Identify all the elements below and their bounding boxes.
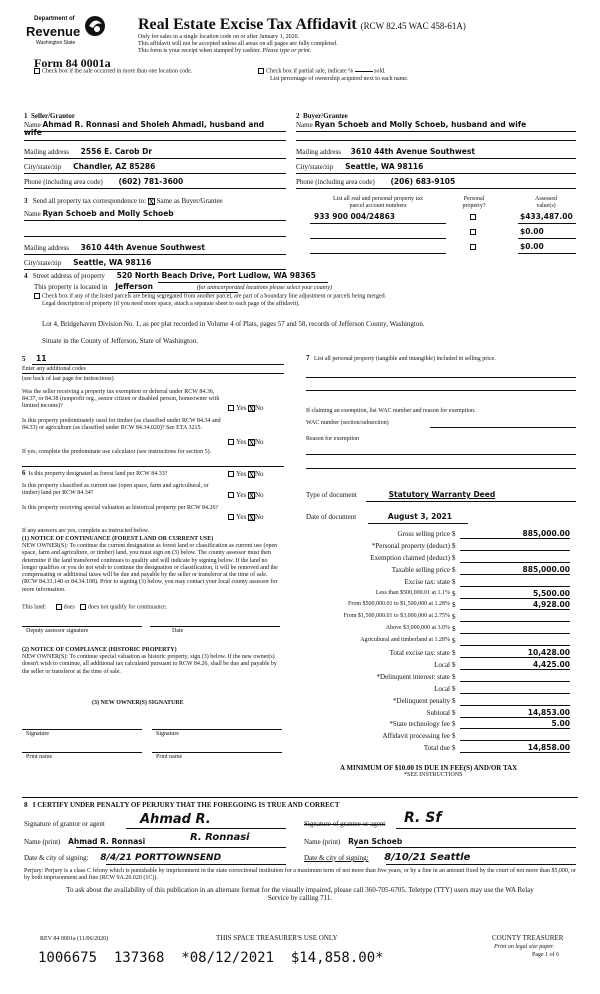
tax-row-value[interactable]: 5,500.00 [460, 589, 570, 599]
tax-row-currency: $ [452, 696, 456, 705]
sec5-q1-answer[interactable] [228, 404, 264, 412]
sec6-q1-no-box[interactable]: X [248, 470, 254, 479]
this-land-label: This land: [22, 604, 47, 611]
tax-row-value[interactable]: 14,858.00 [460, 743, 570, 753]
tax-row [302, 648, 570, 659]
tax-row [302, 719, 570, 730]
sec5-see-back: (see back of last page for instructions) [22, 376, 114, 382]
sec3-mailing-label: Mailing address [24, 244, 69, 252]
tax-row-label: From $1,500,000.01 to $3,000,000 at 2.75% [343, 613, 450, 620]
tax-row [302, 612, 570, 623]
sec5-q1: Was the seller receiving a property tax exemption or deferral under RCW 84.36, 84.37, or 84.38 (nonprofit org., senior citizen or disabled person, homeowner with limited income)? [22, 389, 220, 409]
dept-line2: Revenue [26, 24, 81, 39]
tax-row-label: Exemption claimed (deduct) [370, 553, 450, 562]
grantee-date-city[interactable]: 8/10/21 Seattle [384, 852, 471, 863]
sec4-street-label: Street address of property [32, 272, 105, 280]
seller-mailing-label: Mailing address [24, 148, 69, 156]
seller-phone-label: Phone (including area code) [24, 178, 103, 186]
assessed-value-1[interactable]: $433,487.00 [520, 212, 573, 221]
tax-row-label: *Personal property (deduct) [371, 541, 450, 550]
sec4-street[interactable]: 520 North Beach Drive, Port Ludlow, WA 98365 [116, 271, 316, 280]
doc-date[interactable]: August 3, 2021 [387, 512, 452, 521]
owner-sig-label-2: Signature [156, 731, 179, 737]
tax-row [302, 684, 570, 695]
tax-row-currency: $ [452, 565, 456, 574]
sec4-segregated[interactable] [34, 293, 386, 300]
tax-row-value[interactable]: 4,425.00 [460, 660, 570, 670]
grantor-name-row [24, 838, 145, 846]
sec5-q2-yes: Yes [236, 438, 247, 446]
seller-phone[interactable]: (602) 781-3600 [118, 177, 184, 186]
sec5-q2-answer[interactable] [228, 438, 264, 446]
buyer-phone-row [296, 178, 455, 186]
tax-row [302, 589, 570, 600]
sec4-legal-note: Legal description of property (if you need more space, attach a separate sheet to each page of the affidavit). [42, 301, 300, 307]
dept-line3: Washington State [36, 40, 76, 46]
tax-row-currency: $ [452, 660, 456, 669]
sec8-certify-row [24, 801, 340, 809]
tax-row [302, 731, 570, 742]
sec5-no: 5 [22, 355, 26, 363]
check-partial-sale[interactable] [258, 68, 386, 75]
tax-row-value[interactable] [460, 612, 570, 622]
grantee-name[interactable]: Ryan Schoeb [348, 837, 403, 846]
sec4-segregated-note: Check box if any of the listed parcels are being segregated from another parcel, are part of a boundary line adjustment or parcels being merged. [42, 293, 387, 300]
sec6-q2-answer[interactable] [228, 491, 264, 499]
notice1-text: NEW OWNER(S): To continue the current designation as forest land or classification as current use (open space, farm and agriculture, or timber) land, you must sign on (3) below. The county assessor must then determine if the land transferred continues to qualify and will indicate by signing below. If the land no longer qualifies or you do not wish to continue the designation or classification, it will be removed and the compensating or additional taxes will be due and payable by the seller or transferor at the time of sale. (RCW 84.33.140 or 84.34.108). Prior to signing (3) below, you may contact your local county assessor for more information. [22, 543, 278, 593]
seller-city[interactable]: Chandler, AZ 85286 [73, 162, 156, 171]
segregated-checkbox[interactable] [34, 293, 40, 299]
sec8-no: 8 [24, 801, 28, 809]
header-note1: Only for sales in a single location code on or after January 1, 2020. [138, 34, 300, 40]
tax-row-value[interactable] [460, 672, 570, 682]
tax-row [302, 672, 570, 683]
same-as-buyer-label: Same as Buyer/Grantee [156, 197, 223, 205]
sec6-q3-answer[interactable] [228, 513, 264, 521]
sec7-reason-label: Reason for exemption [306, 436, 359, 442]
tax-row-value[interactable]: 5.00 [460, 719, 570, 729]
tax-row [302, 565, 570, 576]
check-multi-location[interactable] [34, 68, 192, 75]
grantee-signature[interactable]: R. Sf [404, 810, 442, 826]
footer-treasurer-space: THIS SPACE TREASURER'S USE ONLY [216, 934, 338, 942]
tax-row-value[interactable] [460, 624, 570, 634]
sec5-q3: If yes, complete the predominate use calculator (see instructions for section 5). [22, 449, 212, 455]
personal-header [454, 196, 494, 210]
tax-row-label: Less than $500,000.01 at 1.1% [375, 589, 450, 596]
seller-name[interactable]: Ahmad R. Ronnasi and Sholeh Ahmadi, husband and wife [24, 120, 265, 137]
doc-type-row [306, 491, 495, 499]
tax-row-label: Local [434, 684, 450, 693]
check-partial-tail: sold. [374, 68, 386, 75]
tax-row-value[interactable] [460, 577, 570, 587]
sec7-wac-label: WAC number (section/subsection) [306, 420, 389, 426]
tax-row-value[interactable]: 10,428.00 [460, 648, 570, 658]
tax-row-label: Local [434, 660, 450, 669]
form-title [138, 16, 466, 34]
tax-row-value[interactable] [460, 541, 570, 551]
footer-rev: REV 84 0001a (11/06/2020) [40, 936, 109, 942]
tax-row-currency: $ [452, 541, 456, 550]
parcel-header2: parcel account numbers [349, 203, 407, 209]
dept-line1: Department of [34, 16, 75, 22]
check-multi-label: Check box if the sale occurred in more than one location code. [42, 68, 193, 75]
seller-header [24, 112, 75, 120]
buyer-name-label: Name [296, 121, 313, 129]
sec6-q3-yes-box[interactable] [228, 514, 234, 520]
tax-row-currency: $ [452, 732, 456, 741]
perjury-text: Perjury: Perjury is a class C felony which is punishable by imprisonment in the state correctional institution for a maximum term of not more than five years, or by a fine in an amount fixed by the court of not more than $5,000, or by both imprisonment and fine (RCW 9A.20.020 (1C)). [24, 868, 576, 881]
buyer-city-row [296, 163, 423, 171]
parcel-row-3 [310, 243, 576, 253]
tax-row-value[interactable]: 885,000.00 [460, 529, 570, 539]
does-label: does [63, 604, 75, 611]
sec3-label: Send all property tax correspondence to: [32, 197, 147, 205]
sec6-q1-yes-box[interactable] [228, 471, 234, 477]
tax-row-label: Taxable selling price [391, 565, 450, 574]
buyer-mailing-label: Mailing address [296, 148, 341, 156]
tax-row-label: Affidavit processing fee [382, 732, 450, 741]
print-legal-text: Print on legal size paper. [494, 944, 555, 950]
doc-type[interactable]: Statutory Warranty Deed [388, 490, 496, 499]
tax-row-currency: $ [452, 530, 456, 538]
sec5-q2-no: No [254, 438, 264, 446]
owner-sig-label-1: Signature [26, 731, 49, 737]
form-number: Form 84 0001a [34, 56, 111, 70]
tax-row-value[interactable] [460, 553, 570, 563]
tax-row-currency: $ [452, 613, 456, 622]
check-partial-label: Check box if partial sale, indicate % [266, 68, 354, 75]
tax-row-currency: $ [452, 672, 456, 681]
dor-logo [22, 14, 112, 54]
minimum-note: A MINIMUM OF $10.00 IS DUE IN FEE(S) AND/OR TAX [340, 764, 518, 772]
assessed-value-3[interactable]: $0.00 [520, 242, 544, 251]
tax-row [302, 660, 570, 671]
tax-row-currency: $ [452, 744, 456, 753]
grantee-name-label: Name (print) [304, 838, 341, 846]
assessed-header2: value(s) [536, 203, 556, 209]
seller-name-row [24, 121, 284, 137]
notice2-title: (2) NOTICE OF COMPLIANCE (HISTORIC PROPERTY) [22, 647, 177, 653]
personal-checkbox-3[interactable] [470, 244, 476, 250]
title-citation: (RCW 82.45 WAC 458-61A) [360, 21, 466, 31]
sec5-q2-no-box[interactable]: X [248, 438, 254, 447]
buyer-name-row [296, 121, 526, 129]
grantee-date-label: Date & city of signing: [304, 854, 369, 862]
seller-city-row [24, 163, 155, 171]
tax-row-label: *Delinquent interest: state [376, 672, 450, 681]
seller-mailing-row [24, 148, 152, 156]
sec6-q2-yes: Yes [236, 491, 247, 499]
tax-row [302, 541, 570, 552]
availability-text: To ask about the availability of this publication in an alternate format for the visually impaired, please call 360-705-6705. Teletype (TTY) users may use the WA Relay Service by calling 711. [66, 886, 534, 902]
sec4-located-label: This property is located in [34, 283, 108, 291]
buyer-mailing-row [296, 148, 475, 156]
assessed-value-2[interactable]: $0.00 [520, 227, 544, 236]
grantor-name[interactable]: Ahmad R. Ronnasi [68, 837, 146, 846]
sec5-q1-yes: Yes [236, 404, 247, 412]
personal-header2: property? [462, 203, 486, 209]
sec6-instr: If any answers are yes, complete as instructed below. [22, 528, 150, 534]
buyer-city[interactable]: Seattle, WA 98116 [345, 162, 424, 171]
sec6-no: 6 [22, 469, 26, 477]
tax-row-label: *State technology fee [389, 720, 450, 729]
sec4-legal2[interactable]: Situate in the County of Jefferson, State of Washington. [42, 337, 198, 345]
sec6-q3-no-box[interactable]: X [248, 513, 254, 522]
tax-row [302, 708, 570, 719]
assessed-header [518, 196, 574, 210]
footer-page: Page 1 of 6 [532, 952, 560, 958]
tax-row [302, 636, 570, 647]
sec3-name-label: Name [24, 210, 41, 218]
wa-logo-icon [82, 14, 108, 38]
notice2-text: NEW OWNER(S): To continue special valuation as historic property, sign (3) below. If the new owner(s) doesn't wish to continue, all additional tax calculated pursuant to RCW 84.26, shall be due and payable by the seller or transferor at the time of sale. [22, 654, 277, 675]
sec4-located-row [34, 283, 332, 292]
tax-row-value[interactable] [460, 731, 570, 741]
tax-row-label: Subtotal [426, 708, 450, 717]
buyer-name[interactable]: Ryan Schoeb and Molly Schoeb, husband and wife [314, 120, 527, 129]
sec3-city-label: City/state/zip [24, 259, 62, 267]
tax-row [302, 624, 570, 635]
seller-section-no: 1 [24, 112, 28, 120]
tax-row-value[interactable]: 4,928.00 [460, 600, 570, 610]
tax-row-value[interactable] [460, 696, 570, 706]
tax-row [302, 529, 570, 540]
grantor-name-initials: R. Ronnasi [190, 832, 250, 843]
sec6-q2: Is this property classified as current use (open space, farm and agricultural, or timber) land per RCW 84.34? [22, 483, 209, 496]
grantor-signature[interactable]: Ahmad R. [140, 812, 211, 827]
sec6-q3-no: No [254, 513, 264, 521]
header-note3 [138, 48, 311, 55]
buyer-section-title: Buyer/Grantee [303, 112, 348, 120]
sec6-q1-answer[interactable] [228, 470, 264, 478]
footer-print-legal [494, 944, 554, 951]
sec8-certify: I CERTIFY UNDER PENALTY OF PERJURY THAT THE FOREGOING IS TRUE AND CORRECT [32, 801, 340, 809]
grantor-date-city[interactable]: 8/4/21 PORTTOWNSEND [100, 853, 222, 863]
tax-row-label: Gross selling price [397, 530, 450, 538]
tax-row-label: Excise tax: state [404, 577, 450, 586]
does-not-checkbox[interactable] [80, 604, 86, 610]
seller-phone-row [24, 178, 183, 186]
sec6-q2-yes-box[interactable] [228, 492, 234, 498]
deputy-sig-label: Deputy assessor signature [26, 628, 89, 634]
parcel-row-1 [310, 213, 576, 223]
buyer-phone[interactable]: (206) 683-9105 [390, 177, 456, 186]
doc-date-row [306, 513, 452, 521]
sec6-q1-no: No [254, 470, 264, 478]
parcel-header [308, 196, 448, 210]
grantee-name-row [304, 838, 402, 846]
tax-row-currency: $ [452, 589, 456, 598]
sec6-q1: Is this property designated as forest land per RCW 84.33? [28, 471, 168, 477]
sec3-mailing[interactable]: 3610 44th Avenue Southwest [80, 243, 205, 252]
sec5-q1-no-box[interactable]: X [248, 404, 254, 413]
tax-row-label: Agricultural and timberland at 1.28% [360, 637, 450, 644]
tax-row-currency: $ [452, 625, 456, 634]
tax-row-currency: $ [452, 601, 456, 610]
parcel-number-1[interactable]: 933 900 004/24863 [314, 212, 396, 221]
sec6-q3-yes: Yes [236, 513, 247, 521]
sec5-q2: Is this property predominately used for timber (as classified under RCW 84.34 and 84.33) or agriculture (as classified under RCW 84.34.020)? See ETA 3215. [22, 418, 221, 431]
seller-name-label: Name [24, 121, 41, 129]
header-note2: This affidavit will not be accepted unless all areas on all pages are fully completed. [138, 41, 338, 47]
sec3-no: 3 [24, 197, 28, 205]
buyer-mailing[interactable]: 3610 44th Avenue Southwest [350, 147, 475, 156]
sec6-q1-row [22, 470, 222, 478]
sec5-q1-yes-box[interactable] [228, 405, 234, 411]
sec6-q2-no: No [254, 491, 264, 499]
personal-checkbox-2[interactable] [470, 229, 476, 235]
parcel-header1: List all real and personal property tax [333, 196, 423, 202]
sec5-add-codes: Enter any additional codes [22, 366, 86, 372]
see-instructions: *SEE INSTRUCTIONS [404, 772, 463, 778]
tax-row-value[interactable]: 14,853.00 [460, 708, 570, 718]
sec3-city-row [24, 259, 151, 267]
sec5-use-code[interactable]: 11 [36, 354, 47, 363]
tax-row [302, 600, 570, 611]
tax-row-currency: $ [452, 577, 456, 586]
tax-row-label: Above $3,000,000 at 3.0% [385, 625, 450, 632]
tax-row-value[interactable]: 885,000.00 [460, 565, 570, 575]
tax-row-currency: $ [452, 684, 456, 693]
grantor-name-label: Name (print) [24, 838, 61, 846]
sec3-name[interactable]: Ryan Schoeb and Molly Schoeb [42, 209, 174, 218]
sec6-this-land [22, 604, 167, 611]
buyer-header [296, 112, 348, 120]
header-note3-text: This form is your receipt when stamped by cashier. [138, 48, 261, 54]
sec7-label-row [306, 355, 576, 363]
sec4-legal1[interactable]: Lot 4, Bridgehaven Division No. 1, as per plat recorded in Volume 4 of Plats, pages 57 and 58, records of Jefferson County, Washington. [42, 320, 425, 328]
sec3-mailing-row [24, 244, 205, 252]
doc-type-label: Type of document [306, 491, 357, 499]
sec4-located-note: (for unincorporated locations please select your county) [196, 285, 332, 291]
grantee-sig-label: Signature of grantee or agent [304, 820, 386, 828]
sec7-label: List all personal property (tangible and intangible) included in selling price. [314, 356, 496, 362]
tax-row [302, 553, 570, 564]
tax-row-label: Total excise tax: state [389, 649, 450, 657]
buyer-phone-label: Phone (including area code) [296, 178, 375, 186]
does-checkbox[interactable] [56, 604, 62, 610]
personal-header1: Personal [463, 196, 485, 202]
same-as-buyer-checkbox[interactable]: X [148, 197, 154, 206]
partial-sale-checkbox[interactable] [258, 68, 264, 74]
deputy-date-label: Date [172, 628, 184, 634]
tax-row-label: From $500,000.01 to $1,500,000 at 1.28% [348, 601, 450, 608]
buyer-city-label: City/state/zip [296, 163, 334, 171]
owner-print-label-2: Print name [156, 754, 183, 760]
does-not-label: does not qualify for continuance. [88, 604, 168, 611]
sec3-name-row [24, 210, 174, 218]
tax-row-currency: $ [452, 649, 456, 657]
tax-row-currency: $ [452, 708, 456, 717]
tax-row [302, 577, 570, 588]
multi-location-checkbox[interactable] [34, 68, 40, 74]
owner-print-label-1: Print name [26, 754, 53, 760]
grantor-date-row [24, 854, 221, 862]
seller-city-label: City/state/zip [24, 163, 62, 171]
tax-row-label: Total due [423, 744, 450, 753]
new-owner-sig: (3) NEW OWNER(S) SIGNATURE [92, 700, 184, 706]
grantor-date-label: Date & city of signing: [24, 854, 89, 862]
sec7-exemption-label: If claiming an exemption, list WAC number and reason for exemption. [306, 408, 476, 414]
grantee-date-row [304, 854, 470, 862]
sec6-q2-no-box[interactable]: X [248, 491, 254, 500]
sec3-label-row [24, 197, 223, 205]
sec4-street-row [24, 272, 316, 280]
title-text: Real Estate Excise Tax Affidavit [138, 16, 357, 33]
tax-row-value[interactable] [460, 636, 570, 646]
buyer-section-no: 2 [296, 112, 300, 120]
personal-checkbox-1[interactable] [470, 214, 476, 220]
sec6-q1-yes: Yes [236, 470, 247, 478]
notice1-title: (1) NOTICE OF CONTINUANCE (FOREST LAND OR CURRENT USE) [22, 536, 214, 542]
seller-mailing[interactable]: 2556 E. Carob Dr [80, 147, 153, 156]
grantor-sig-label: Signature of grantor or agent [24, 820, 105, 828]
check-partial-note: List percentage of ownership acquired next to each name. [270, 76, 409, 82]
sec5-q1-no: No [254, 404, 264, 412]
tax-row [302, 743, 570, 754]
tax-row-currency: $ [452, 553, 456, 562]
parcel-row-2 [310, 228, 576, 238]
sec6-q3: Is this property receiving special valuation as historical property per RCW 84.26? [22, 505, 219, 511]
doc-date-label: Date of document [306, 513, 357, 521]
tax-row-currency: $ [452, 720, 456, 729]
header-note3-em: Please type or print. [262, 48, 312, 54]
tax-row-label: *Delinquent penalty [393, 696, 450, 705]
sec4-no: 4 [24, 272, 28, 280]
sec3-city[interactable]: Seattle, WA 98116 [73, 258, 152, 267]
tax-row [302, 696, 570, 707]
assessed-header1: Assessed [535, 196, 557, 202]
tax-row-value[interactable] [460, 684, 570, 694]
sec4-located[interactable]: Jefferson [115, 282, 153, 291]
sec5-q2-yes-box[interactable] [228, 439, 234, 445]
sec7-no: 7 [306, 354, 310, 362]
footer-county-treasurer: COUNTY TREASURER [492, 934, 564, 942]
cashier-receipt-stamp: 1006675 137368 *08/12/2021 $14,858.00* [38, 950, 384, 966]
tax-row-currency: $ [452, 637, 456, 646]
seller-section-title: Seller/Grantor [31, 112, 75, 120]
